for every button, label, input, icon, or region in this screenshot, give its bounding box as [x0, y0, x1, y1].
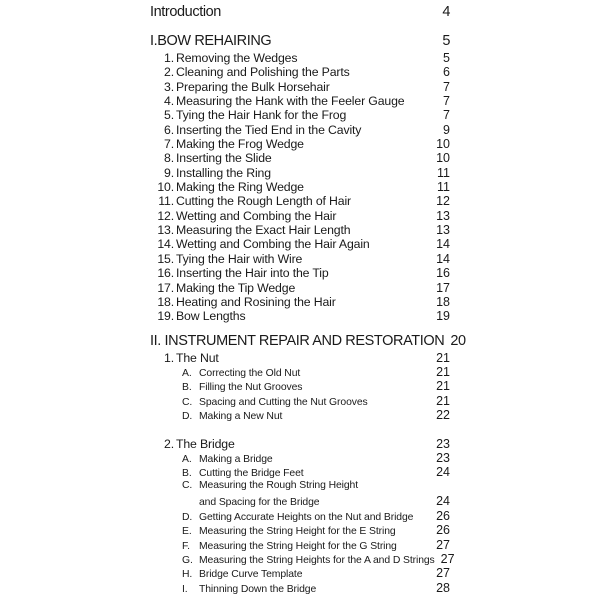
entry-number: 4. [164, 94, 174, 109]
toc-item[interactable] [150, 194, 450, 208]
toc-item[interactable] [150, 80, 450, 94]
entry-number: 10. [157, 180, 174, 195]
page-number: 21 [436, 350, 450, 365]
table-of-contents [150, 4, 466, 595]
entry-number: 15. [157, 251, 174, 266]
page-number: 19 [436, 309, 450, 324]
entry-title: Inserting the Tied End in the Cavity [176, 122, 362, 137]
page-number: 20 [450, 332, 466, 349]
page-number: 12 [436, 194, 450, 209]
toc-subitem[interactable] [150, 523, 450, 537]
page-number: 9 [443, 122, 450, 137]
entry-number: 16. [157, 266, 174, 281]
entry-title: Bridge Curve Template [199, 569, 303, 581]
page-number: 14 [436, 237, 450, 252]
toc-subitem[interactable] [150, 394, 450, 408]
page-number: 10 [436, 151, 450, 166]
entry-title: Getting Accurate Heights on the Nut and Bridge [199, 511, 414, 523]
toc-subitem[interactable] [150, 566, 450, 580]
entry-number: 2. [164, 436, 174, 451]
page-number: 23 [436, 450, 450, 465]
page-number: 11 [437, 180, 450, 195]
page-number: 7 [443, 108, 450, 123]
page-number: 16 [436, 266, 450, 281]
page-number: 4 [442, 4, 450, 20]
toc-item[interactable] [150, 65, 450, 79]
entry-number: 11. [158, 194, 174, 209]
entry-title: Heating and Rosining the Hair [176, 294, 336, 309]
toc-subitem[interactable] [150, 451, 450, 465]
entry-number: G. [182, 555, 193, 567]
entry-number: 12. [157, 208, 174, 223]
toc-item[interactable] [150, 281, 450, 295]
toc-item[interactable] [150, 137, 450, 151]
entry-title: and Spacing for the Bridge [199, 497, 320, 509]
toc-item[interactable] [150, 237, 450, 251]
toc-subitem[interactable] [150, 379, 450, 393]
toc-item[interactable] [150, 51, 450, 65]
toc-item[interactable] [150, 94, 450, 108]
entry-title: The Nut [176, 350, 219, 365]
toc-item[interactable] [150, 166, 450, 180]
page-number: 5 [442, 33, 450, 49]
entry-title: Making the Tip Wedge [176, 280, 296, 295]
toc-item[interactable] [150, 437, 450, 451]
entry-title: Making the Ring Wedge [176, 180, 304, 195]
entry-title: Spacing and Cutting the Nut Grooves [199, 396, 368, 408]
entry-title: II. INSTRUMENT REPAIR AND RESTORATION [150, 332, 445, 349]
entry-number: 8. [164, 151, 174, 166]
page-number: 27 [436, 537, 450, 552]
page-number: 17 [436, 280, 450, 295]
page-number: 22 [436, 408, 450, 423]
entry-number: B. [182, 468, 192, 480]
entry-title: Cleaning and Polishing the Parts [176, 65, 350, 80]
toc-item[interactable] [150, 209, 450, 223]
entry-number: H. [182, 569, 193, 581]
page-number: 27 [440, 552, 455, 567]
entry-number: A. [182, 367, 192, 379]
entry-number: 1. [164, 51, 174, 65]
toc-subitem[interactable] [150, 494, 450, 508]
entry-title: Measuring the String Height for the E String [199, 526, 396, 538]
toc-item[interactable] [150, 123, 450, 137]
entry-title: Removing the Wedges [176, 51, 298, 65]
entry-number: B. [182, 382, 192, 394]
entry-number: 17. [157, 280, 174, 295]
toc-item[interactable] [150, 266, 450, 280]
toc-subitem[interactable] [150, 538, 450, 552]
entry-number: 1. [164, 350, 174, 365]
entry-title: Preparing the Bulk Horsehair [176, 79, 330, 94]
page-number: 26 [436, 523, 450, 538]
entry-title: Making the Frog Wedge [176, 137, 304, 152]
entry-title: Introduction [150, 4, 221, 20]
toc-item[interactable] [150, 309, 450, 323]
entry-title: Filling the Nut Grooves [199, 382, 303, 394]
entry-title: Making a Bridge [199, 453, 273, 465]
entry-title: Measuring the Hank with the Feeler Gauge [176, 94, 405, 109]
entry-title: Bow Lengths [176, 309, 246, 324]
entry-number: 3. [164, 79, 174, 94]
entry-title: Measuring the Rough String Height [199, 479, 359, 491]
entry-number: D. [182, 411, 193, 423]
entry-number: 13. [157, 223, 174, 238]
entry-number: 9. [164, 165, 174, 180]
toc-subitem[interactable] [150, 408, 450, 422]
toc-item[interactable] [150, 151, 450, 165]
entry-title: Measuring the Exact Hair Length [176, 223, 351, 238]
page-number: 21 [436, 393, 450, 408]
entry-title: Cutting the Bridge Feet [199, 468, 304, 480]
entry-title: Wetting and Combing the Hair [176, 208, 337, 223]
page-number: 23 [436, 436, 450, 451]
page-number: 14 [436, 251, 450, 266]
entry-title: Making a New Nut [199, 411, 283, 423]
entry-number: F. [182, 540, 190, 552]
toc-subitem[interactable] [150, 509, 450, 523]
page-number: 24 [436, 465, 450, 480]
entry-title: Tying the Hair Hank for the Frog [176, 108, 347, 123]
toc-item[interactable] [150, 180, 450, 194]
entry-title: The Bridge [176, 436, 235, 451]
page-number: 18 [436, 294, 450, 309]
entry-number: 6. [164, 122, 174, 137]
entry-number: 19. [157, 309, 174, 324]
toc-item[interactable] [150, 252, 450, 266]
entry-number: D. [182, 511, 193, 523]
toc-item[interactable] [150, 295, 450, 309]
page-number: 6 [443, 65, 450, 80]
toc-item[interactable] [150, 223, 450, 237]
entry-title: Wetting and Combing the Hair Again [176, 237, 370, 252]
entry-number: C. [182, 479, 193, 491]
page-number: 7 [443, 79, 450, 94]
page-number: 21 [436, 364, 450, 379]
entry-number: 2. [164, 65, 174, 80]
toc-section-heading[interactable] [150, 332, 466, 351]
toc-subitem[interactable] [150, 480, 450, 494]
toc-section-heading[interactable] [150, 33, 450, 51]
page-number: 5 [443, 51, 450, 65]
page-number: 27 [436, 566, 450, 581]
toc-subitem[interactable] [150, 465, 450, 479]
entry-number: 7. [164, 137, 174, 152]
entry-number: A. [182, 453, 192, 465]
toc-item[interactable] [150, 351, 450, 365]
entry-title: Cutting the Rough Length of Hair [176, 194, 351, 209]
entry-number: 14. [157, 237, 174, 252]
toc-item[interactable] [150, 108, 450, 122]
page-number: 11 [437, 165, 450, 180]
entry-title: Inserting the Slide [176, 151, 272, 166]
toc-subitem[interactable] [150, 552, 455, 567]
page-number: 26 [436, 508, 450, 523]
entry-number: I. [182, 583, 188, 595]
entry-title: Correcting the Old Nut [199, 367, 301, 379]
entry-title: Installing the Ring [176, 165, 271, 180]
page-number: 13 [436, 223, 450, 238]
toc-introduction[interactable] [150, 4, 450, 22]
page-number: 24 [436, 494, 450, 509]
toc-subitem[interactable] [150, 365, 450, 379]
entry-title: Thinning Down the Bridge [199, 583, 317, 595]
page-number: 7 [443, 94, 450, 109]
entry-title: Tying the Hair with Wire [176, 251, 303, 266]
entry-title: I.BOW REHAIRING [150, 33, 272, 49]
entry-title: Measuring the String Height for the G String [199, 540, 397, 552]
toc-subitem[interactable] [150, 581, 450, 595]
page-number: 21 [436, 379, 450, 394]
entry-number: C. [182, 396, 193, 408]
page-number: 28 [436, 580, 450, 595]
entry-title: Measuring the String Heights for the A and D Strings [199, 555, 435, 567]
page-number: 13 [436, 208, 450, 223]
entry-number: E. [182, 526, 192, 538]
page-number: 10 [436, 137, 450, 152]
entry-title: Inserting the Hair into the Tip [176, 266, 329, 281]
entry-number: 5. [164, 108, 174, 123]
entry-number: 18. [157, 294, 174, 309]
